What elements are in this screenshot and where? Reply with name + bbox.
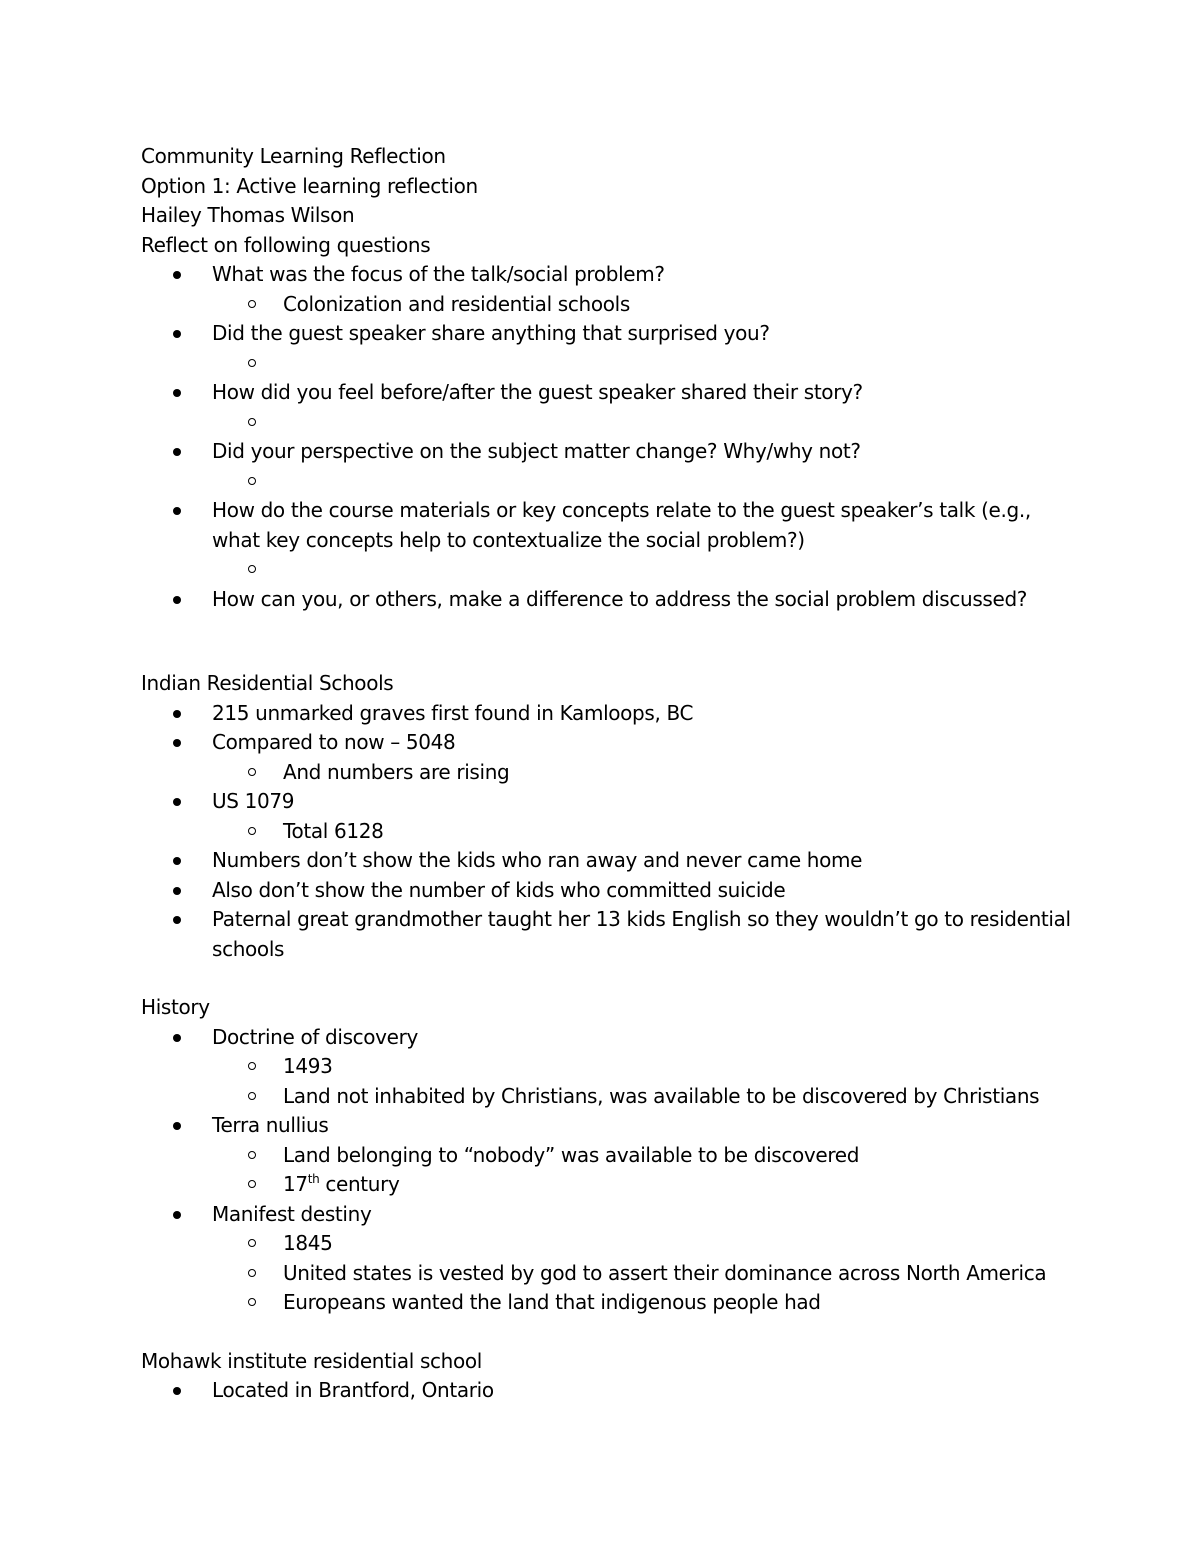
question-item [141,260,1071,319]
sub-item-text: Land belonging to “nobody” was available to be discovered [283,1142,860,1167]
answer-text [212,349,1071,379]
doc-prompt: Reflect on following questions [141,232,431,257]
bullet-circle-icon [248,565,256,573]
sub-item-text: 1845 [283,1231,333,1255]
question-item [141,437,1071,496]
question-text: How do the course materials or key concepts relate to the guest speaker’s talk (e.g., what key concepts help to contextualize the social problem?) [212,498,1031,552]
sub-item [141,1288,1071,1318]
sub-list [212,1052,1071,1111]
bullet-circle-icon [248,418,256,426]
section-heading-schools: Indian Residential Schools [141,671,394,695]
answer-item [141,467,1071,497]
list-item-text: Also don’t show the number of kids who committed suicide [212,877,786,902]
bullet-dot-icon [173,887,181,895]
answer-text [212,555,1071,585]
spacer [141,1318,1071,1347]
sub-item-text: 1493 [283,1054,333,1078]
sub-item [141,1259,1071,1289]
question-item [141,585,1071,615]
century-word: century [319,1172,400,1196]
bullet-dot-icon [173,916,181,924]
bullet-dot-icon [173,710,181,718]
list-item-text: Doctrine of discovery [212,1024,418,1049]
list-item [141,1376,1071,1406]
bullet-dot-icon [173,389,181,397]
sub-item [141,758,1071,788]
bullet-circle-icon [248,1092,256,1100]
century-ordinal: th [307,1172,320,1186]
history-list [141,1023,1071,1318]
question-text: What was the focus of the talk/social problem? [212,262,665,286]
question-text: Did your perspective on the subject matter change? Why/why not? [212,439,861,463]
sub-list [212,817,1071,847]
bullet-dot-icon [173,1034,181,1042]
list-item-text: 215 unmarked graves first found in Kamloops, BC [212,700,694,725]
list-item [141,728,1071,787]
bullet-dot-icon [173,798,181,806]
list-item-text: Compared to now – 5048 [212,730,456,754]
answer-list [212,555,1071,585]
answer-text [212,467,1071,497]
sub-item [141,1082,1071,1112]
answer-list [212,349,1071,379]
bullet-circle-icon [248,359,256,367]
list-item-text: Located in Brantford, Ontario [212,1378,494,1402]
list-item [141,699,1071,729]
bullet-dot-icon [173,507,181,515]
doc-author: Hailey Thomas Wilson [141,203,355,227]
sub-item [141,1170,1071,1200]
section-heading-history: History [141,995,210,1019]
bullet-dot-icon [173,330,181,338]
list-item [141,846,1071,876]
doc-option: Option 1: Active learning reflection [141,173,478,198]
list-item-text: Terra nullius [212,1113,329,1137]
question-list [141,260,1071,614]
list-item-text: Paternal great grandmother taught her 13 kids English so they wouldn’t go to residential schools [212,907,1071,961]
bullet-dot-icon [173,1387,181,1395]
sub-item [141,1052,1071,1082]
bullet-circle-icon [248,1151,256,1159]
answer-item [141,290,1071,320]
answer-text [212,408,1071,438]
bullet-circle-icon [248,768,256,776]
question-text: Did the guest speaker share anything that surprised you? [212,321,770,345]
sub-item-text: Europeans wanted the land that indigenous people had [283,1290,821,1314]
spacer [141,614,1071,669]
bullet-circle-icon [248,1180,256,1188]
question-item [141,496,1071,585]
question-item [141,319,1071,378]
sub-item-text: And numbers are rising [283,759,510,784]
bullet-dot-icon [173,857,181,865]
bullet-dot-icon [173,739,181,747]
sub-list [212,758,1071,788]
list-item [141,1023,1071,1112]
bullet-circle-icon [248,1062,256,1070]
sub-item-text [212,1170,1071,1200]
answer-list [212,467,1071,497]
bullet-circle-icon [248,827,256,835]
bullet-circle-icon [248,1269,256,1277]
schools-list [141,699,1071,965]
spacer [141,964,1071,993]
question-text: How can you, or others, make a difference to address the social problem discussed? [212,586,1028,611]
list-item-text: US 1079 [212,789,295,813]
bullet-dot-icon [173,1211,181,1219]
section-heading-mohawk: Mohawk institute residential school [141,1348,482,1373]
answer-list [212,290,1071,320]
sub-item-text: Total 6128 [283,818,384,843]
doc-title: Community Learning Reflection [141,144,446,168]
list-item [141,905,1071,964]
answer-item [141,349,1071,379]
answer-list [212,408,1071,438]
question-text: How did you feel before/after the guest speaker shared their story? [212,380,863,404]
answer-item [141,555,1071,585]
bullet-circle-icon [248,1298,256,1306]
bullet-dot-icon [173,1122,181,1130]
list-item [141,1200,1071,1318]
sub-item [141,1229,1071,1259]
sub-item [141,817,1071,847]
document-body [141,142,1071,1406]
list-item-text: Numbers don’t show the kids who ran away and never came home [212,848,863,872]
bullet-circle-icon [248,477,256,485]
bullet-dot-icon [173,596,181,604]
bullet-circle-icon [248,300,256,308]
answer-text: Colonization and residential schools [283,291,630,316]
mohawk-list [141,1376,1071,1406]
century-number: 17 [283,1172,308,1196]
list-item-text: Manifest destiny [212,1201,372,1226]
list-item [141,787,1071,846]
list-item [141,876,1071,906]
answer-item [141,408,1071,438]
bullet-dot-icon [173,271,181,279]
sub-item [141,1141,1071,1171]
question-item [141,378,1071,437]
sub-list [212,1229,1071,1318]
list-item [141,1111,1071,1200]
bullet-dot-icon [173,448,181,456]
sub-item-text: Land not inhabited by Christians, was available to be discovered by Christians [283,1083,1040,1108]
sub-item-text: United states is vested by god to assert their dominance across North America [283,1260,1047,1285]
sub-list [212,1141,1071,1200]
bullet-circle-icon [248,1239,256,1247]
